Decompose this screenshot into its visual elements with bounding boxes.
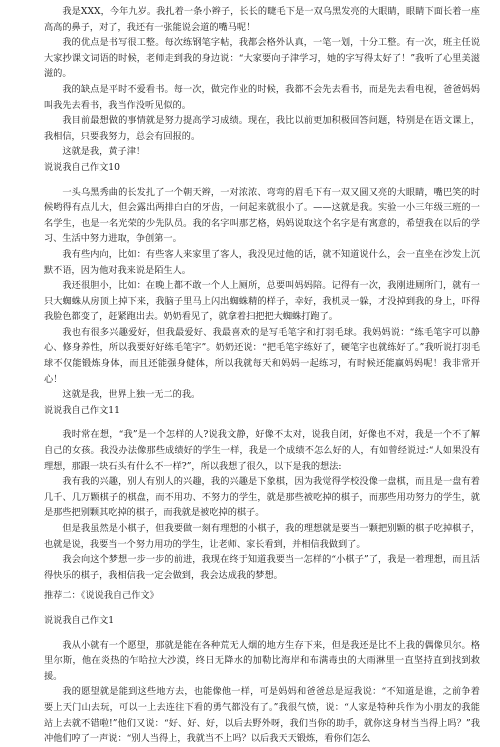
body-paragraph: 我会向这个梦想一步一步的前进，我现在终于知道我要当一怎样的“小棋子”了，我是一着理想，而且活得快乐的棋子，我相信我一定会做到，我会达成我的梦想。 (44, 554, 480, 581)
essay-title: 说说我自己作文11 (44, 404, 121, 416)
section-title: 推荐二：《说说我自己作文》 (44, 590, 159, 602)
body-paragraph: 我的愿望就是能到这些地方去，也能像他一样，可是妈妈和爸爸总是逗我说：“不知道是谁，之前争着要上天门山去玩，可以一上去连往下看的勇气都没有了。”我很气愤，说：“人家是特种兵作为小朋友的我能站上去就不错啦!”他们又说：“好、好、好，以后去野外呀，我们当你的助手，就你这身材当当得上吗？”我冲他们哼了一声说：“别人当得上，我就当不上吗？以后我天天锻炼，看你们怎么 (44, 686, 480, 745)
body-paragraph: 我的优点是书写很工整。每次练钢笔字帖，我都会格外认真，一笔一划，十分工整。有一次，班主任说大家抄课文词语的时候，老师走到我的身边说：“大家要向子津学习，她的字写得太好了！”我听了心里美滋滋的。 (44, 37, 480, 80)
spacer (44, 418, 480, 427)
closing-line: 这就是我，黄子津！ (62, 146, 146, 158)
spacer (44, 176, 480, 185)
body-paragraph: 我有我的兴趣，别人有别人的兴趣，我的兴趣是下象棋，因为我觉得学校没像一盘棋，而且是一盘有着几千、几万颗棋子的棋盘，而不用功、不努力的学生，就是那些被吃掉的棋子，而那些用功努力的学生，就是那些把别颗其吃掉的棋子，而我就是被吃掉的棋子。 (44, 476, 480, 519)
body-paragraph: 我还很胆小，比如：在晚上都不敢一个人上厕所，总要叫妈妈陪。记得有一次，我刚进厕所门，就有一只大蜘蛛从房顶上掉下来，我脑子里马上闪出蜘蛛精的样子，幸好，我机灵一躲，才没掉到我的身上，吓得我脸色都变了，赶紧跑出去。奶奶看见了，就拿着扫把把大蜘蛛打跑了。 (44, 280, 480, 323)
body-paragraph: 我的缺点是平时不爱看书。每一次，做完作业的时候，我都不会先去看书，而是先去看电视，爸爸妈妈叫我先去看书，我当作没听见似的。 (44, 83, 480, 111)
body-paragraph: 但是我虽然是小棋子，但我要做一刻有理想的小棋子，我的理想就是要当一颗把别颗的棋子吃掉棋子，也就是说，我要当一个努力用功的学生，让老师、家长看到，并相信我做到了。 (44, 523, 480, 550)
spacer (44, 604, 480, 613)
body-paragraph: 一头乌黑秀曲的长发扎了一个朝天辫，一对浓浓、弯弯的眉毛下有一双又圆又亮的大眼睛，嘴巴笑的时候哟得有点儿大，但会露出两排白白的牙齿，一问起来就很小了。——这就是我。实验一小三年级三班的一名学生，也是一名光荣的少先队员。我的名字叫那艺格，妈妈说取这个名字是有寓意的，希望我在以后的学习、生活中努力进取，争创第一。 (44, 186, 480, 245)
body-paragraph: 我从小就有一个愿望，那就是能在各种荒无人烟的地方生存下来，但是我还是比不上我的偶像贝尔。格里尔斯，他在炎热的乍哈拉大沙漠，终日无降水的加勒比海岸和布满毒虫的大雨淋里一直坚持直到找到救援。 (44, 639, 480, 682)
body-paragraph: 我是XXX，今年九岁。我扎着一条小辫子，长长的睫毛下是一双乌黑发亮的大眼睛，眼睛下面长着一座高高的鼻子，对了，我还有一张能说会道的嘴马呢！ (44, 6, 480, 33)
body-paragraph: 我也有很多兴趣爱好，但我最爱好、我最喜欢的是写毛笔字和打羽毛球。我妈妈说：“练毛笔字可以静心、修身养性，所以我要好好练毛笔字”。奶奶还说：“把毛笔字练好了，硬笔字也就练好了。”我听说打羽毛球不仅能锻炼身体，而且还能强身健体，所以我就每天和妈妈一起练习，有时候还能赢妈妈呢！我非常开心！ (44, 326, 480, 385)
body-paragraph: 我有些内向，比如：有些客人来家里了客人，我没见过他的话，就不知道说什么，会一直坐在沙发上沉默不语，因为他对我来说是陌生人。 (44, 248, 480, 276)
body-paragraph: 我目前最想做的事情就是努力提高学习成绩。现在，我比以前更加积极回答问题，特别是在语文课上，我相信，只要我努力，总会有回报的。 (44, 115, 480, 142)
body-paragraph: 我时常在想，“我”是一个怎样的人?说我文静，好像不太对，说我自闭，好像也不对，我是一个不了解自己的女孩。我没办法像那些成绩好的学生一样，我是一个成绩不怎么好的人，有如曾经说过:“人如果没有理想，那跟一块石头有什么不一样?”，所以我想了很久，以下是我的想法: (44, 429, 480, 472)
closing-line: 这就是我，世界上独一无二的我。 (62, 389, 201, 401)
essay-title: 说说我自己作文10 (44, 161, 121, 173)
spacer (44, 629, 480, 638)
essay-title: 说说我自己作文1 (44, 614, 115, 626)
